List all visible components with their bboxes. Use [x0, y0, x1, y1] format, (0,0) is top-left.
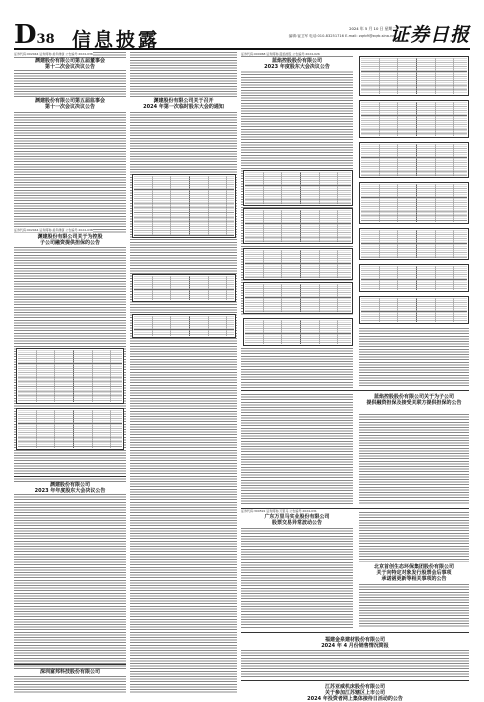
column-right: [241, 52, 469, 702]
data-table: [243, 248, 353, 280]
column-middle: [130, 52, 237, 694]
security-code: 证券代码:002044 证券简称:美年健康 公告编号:2024-038: [14, 228, 93, 232]
section-title: 信息披露: [72, 29, 161, 51]
body-text: [241, 528, 353, 628]
notice-title: 深圳富邦科技股份有限公司: [14, 669, 126, 675]
data-table: [359, 142, 469, 178]
data-table: [132, 274, 236, 302]
data-table: [16, 348, 124, 404]
data-table: [359, 182, 469, 224]
data-table: [243, 282, 353, 314]
data-table: [359, 100, 469, 138]
data-table: [243, 208, 353, 244]
data-table: [243, 170, 353, 206]
body-text: [359, 512, 469, 562]
page-letter: D: [14, 20, 37, 50]
data-table: [132, 174, 236, 238]
security-code: 证券代码:000968 证券简称:蓝焰控股 公告编号:2024-026: [241, 52, 320, 56]
issue-date: 2024 年 5 月 10 日 星期二: [349, 26, 396, 31]
security-code: 证券代码:300591 证券简称:万里马 公告编号:2024-031: [241, 509, 317, 513]
data-table: [16, 408, 124, 450]
notice-title: 渊建股份有限公司 2023 年年度股东大会决议公告: [14, 482, 126, 494]
data-table: [243, 318, 353, 346]
divider: [241, 680, 469, 681]
body-text: [359, 414, 469, 504]
notice-title: 渊建股份有限公司关于召开 2024 年第一次临时股东大会的通知: [130, 98, 237, 110]
divider: [14, 664, 126, 665]
notice-title: 福建金泉建材股份有限公司 2024 年 4 月份销售情况简报: [241, 637, 469, 649]
body-text: [130, 52, 237, 694]
notice-title: 江苏亚威机床股份有限公司 关于参加江苏辖区上市公司 2024 年投资者网上集体接待日活动的公告: [241, 684, 469, 702]
divider: [241, 632, 469, 633]
divider: [241, 390, 469, 391]
notice-title: 渊建股份有限公司关于为控股 子公司融资提供担保的公告: [14, 234, 126, 246]
body-text: [241, 650, 469, 678]
notice-title: 北京首创生态环保集团股份有限公司 关于向特定对象发行股票会后事项 承诺函更新等相关事项的公告: [359, 564, 469, 582]
body-text: [359, 584, 469, 628]
data-table: [359, 228, 469, 260]
notice-title: 渊建股份有限公司第五届监事会 第十一次会议决议公告: [14, 98, 126, 110]
body-text: [241, 348, 353, 388]
divider: [14, 476, 126, 477]
page-number: [14, 22, 55, 48]
body-text: [241, 394, 353, 504]
data-table: [359, 264, 469, 292]
newspaper-logo: 证券日报: [389, 24, 470, 46]
notice-title: 广东万里马实业股份有限公司 股票交易异常波动公告: [241, 514, 353, 526]
editor-line: 编辑:崔卫军 电话:010-83251716 E-mail: zqrb9@zqrb.sina.net: [288, 34, 396, 38]
body-text: [359, 328, 469, 388]
data-table: [359, 56, 469, 96]
data-table: [132, 314, 236, 338]
notice-title: 蓝焰控股股份有限公司关于为子公司 提供融资担保及接受关联方提供担保的公告: [359, 394, 469, 406]
security-code: 证券代码:002044 证券简称:美年健康 公告编号:2024-036: [14, 52, 93, 56]
column-left: [14, 52, 126, 694]
page-number-digits: 38: [36, 32, 55, 47]
data-table: [359, 296, 469, 324]
notice-title: 蓝焰控股股份有限公司 2023 年度股东大会决议公告: [241, 58, 353, 70]
notice-title: 渊建股份有限公司第五届董事会 第十二次会议决议公告: [14, 58, 126, 70]
page-header: [14, 22, 470, 50]
